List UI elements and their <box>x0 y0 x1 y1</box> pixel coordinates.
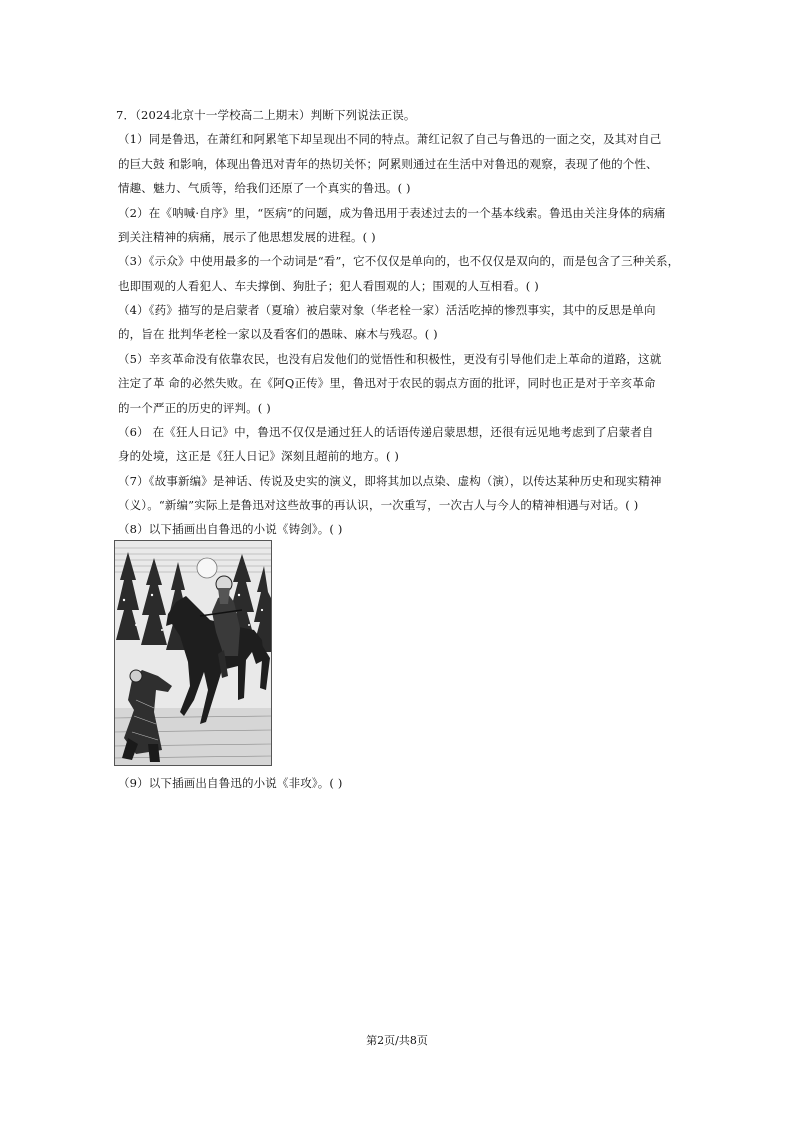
item-1-line-2: 的巨大鼓 和影响，体现出鲁迅对青年的热切关怀；阿累则通过在生活中对鲁迅的观察，表现了他的个性、 <box>118 157 658 171</box>
item-6-line-2: 身的处境，这正是《狂人日记》深刻且超前的地方。( ) <box>118 449 400 463</box>
item-5-line-1: （5）辛亥革命没有依靠农民，也没有启发他们的觉悟性和积极性，更没有引导他们走上革命的道路，这就 <box>118 352 662 366</box>
woodcut-illustration <box>114 540 272 766</box>
item-9-line-1: （9）以下插画出自鲁迅的小说《非攻》。( ) <box>118 776 343 790</box>
item-3-line-1: （3）《示众》中使用最多的一个动词是“看”，它不仅仅是单向的，也不仅仅是双向的，而是包含了三种关系， <box>118 254 680 268</box>
item-6-line-1: （6） 在《狂人日记》中，鲁迅不仅仅是通过狂人的话语传递启蒙思想，还很有远见地考虑到了启蒙者自 <box>118 425 654 439</box>
item-7-line-2: （义）。“新编”实际上是鲁迅对这些故事的再认识，一次重写，一次古人与今人的精神相遇与对话。( ) <box>118 498 639 512</box>
item-2-line-1: （2）在《呐喊·自序》里，“医病”的问题，成为鲁迅用于表述过去的一个基本线索。鲁迅由关注身体的病痛 <box>118 206 666 220</box>
item-8-line-1: （8）以下插画出自鲁迅的小说《铸剑》。( ) <box>118 522 343 536</box>
item-1-line-1: （1）同是鲁迅，在萧红和阿累笔下却呈现出不同的特点。萧红记叙了自己与鲁迅的一面之交，及其对自己 <box>118 132 662 146</box>
item-3-line-2: 也即围观的人看犯人、车夫撑倒、狗肚子；犯人看围观的人；围观的人互相看。( ) <box>118 279 539 293</box>
item-2-line-2: 到关注精神的病痛，展示了他思想发展的进程。( ) <box>118 230 376 244</box>
page-footer: 第2页/共8页 <box>366 1034 428 1047</box>
question-header: 7．（2024北京十一学校高二上期末）判断下列说法正误。 <box>116 108 416 122</box>
moon <box>197 558 217 578</box>
item-7-line-1: （7）《故事新编》是神话、传说及史实的演义，即将其加以点染、虚构（演），以传达某种历史和现实精神 <box>118 474 662 488</box>
item-4-line-1: （4）《药》描写的是启蒙者（夏瑜）被启蒙对象（华老栓一家）活活吃掉的惨烈事实，其中的反思是单向 <box>118 303 656 317</box>
item-5-line-3: 的一个严正的历史的评判。( ) <box>118 401 271 415</box>
item-4-line-2: 的，旨在 批判华老栓一家以及看客们的愚昧、麻木与残忍。( ) <box>118 327 438 341</box>
item-5-line-2: 注定了革 命的必然失败。在《阿Q正传》里，鲁迅对于农民的弱点方面的批评，同时也正是对于辛亥革命 <box>118 376 656 390</box>
item-1-line-3: 情趣、魅力、气质等，给我们还原了一个真实的鲁迅。( ) <box>118 181 411 195</box>
